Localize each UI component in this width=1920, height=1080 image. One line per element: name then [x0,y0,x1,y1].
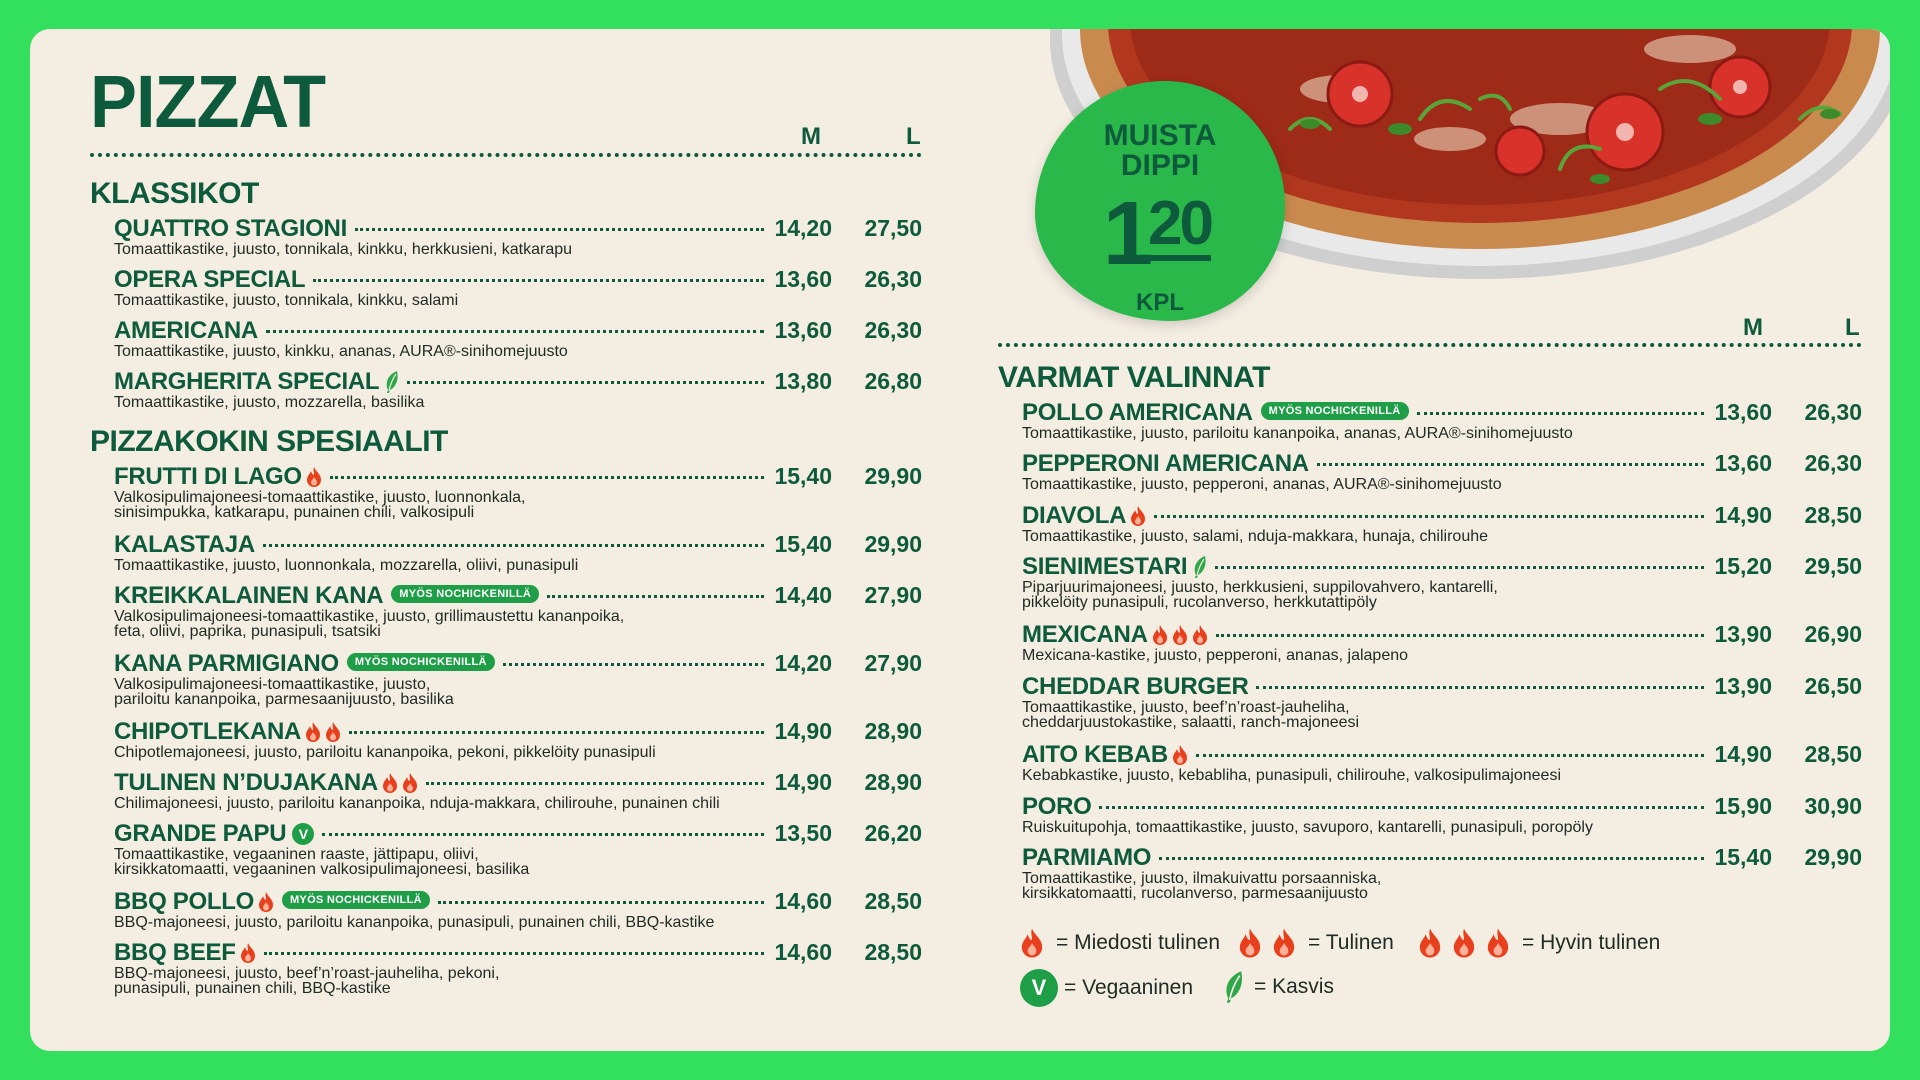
price-medium: 13,60 [774,266,832,292]
item-name: CHIPOTLEKANA [114,718,341,746]
price-large: 28,90 [864,769,922,795]
section-heading: KLASSIKOT [90,177,259,210]
item-name: KANA PARMIGIANO MYÖS NOCHICKENILLÄ [114,650,495,678]
flame-icon [325,721,341,743]
item-name: AITO KEBAB [1022,741,1188,769]
item-description: kirsikkatomaatti, rucolanverso, parmesaanijuusto [1022,884,1368,902]
menu-item [1022,621,1862,664]
leader-dots [1317,463,1704,466]
menu-item [114,582,922,640]
item-name: KALASTAJA [114,531,255,558]
price-medium: 15,40 [774,463,832,489]
price-medium: 15,90 [1714,792,1772,819]
menu-item [1022,793,1862,836]
leader-dots [1154,515,1704,518]
item-name: PARMIAMO [1022,843,1152,871]
price-large: 29,50 [1804,552,1862,579]
leader-dots [503,663,764,666]
price-large: 28,90 [864,718,922,744]
item-name: CHEDDAR BURGER [1022,672,1249,700]
leader-dots [330,476,764,479]
section-heading: VARMAT VALINNAT [998,361,1270,394]
divider [998,343,1862,347]
item-name: MEXICANA [1022,621,1208,649]
menu-item [114,888,922,931]
flame-icon [1272,927,1296,959]
dip-text: MUISTA DIPPI [1103,119,1217,182]
price-medium: 13,60 [1714,399,1772,425]
price-large: 26,30 [864,266,922,292]
item-description: BBQ-majoneesi, juusto, beef’n’roast-jauheliha, pekoni, [114,965,500,982]
price-medium: 13,60 [774,317,832,343]
price-medium: 14,60 [774,939,832,965]
menu-item [114,368,922,411]
flame-icon [1238,927,1262,959]
price-medium: 14,90 [1714,501,1772,528]
item-description: Valkosipulimajoneesi-tomaattikastike, juusto, luonnonkala, [114,489,526,506]
leader-dots [1256,686,1704,689]
item-name: MARGHERITA SPECIAL [114,368,399,396]
menu-item [1022,844,1862,902]
price-large: 29,90 [864,463,922,489]
item-description: Mexicana-kastike, juusto, pepperoni, ananas, jalapeno [1022,647,1409,665]
item-name: KREIKKALAINEN KANA MYÖS NOCHICKENILLÄ [114,582,539,610]
price-large: 27,50 [864,215,922,241]
leader-dots [1417,412,1704,415]
item-name: BBQ BEEF [114,939,256,967]
item-description: pariloitu kananpoika, parmesaanijuusto, basilika [114,691,454,708]
menu-item [114,266,922,309]
price-large: 26,50 [1804,672,1862,699]
price-medium: 14,90 [1714,741,1772,768]
nochicken-badge: MYÖS NOCHICKENILLÄ [282,891,430,909]
flame-icon [1172,744,1188,766]
dip-unit: KPL [1136,289,1184,316]
item-description: BBQ-majoneesi, juusto, pariloitu kananpoika, punasipuli, punainen chili, BBQ-kastike [114,914,715,931]
item-description: Tomaattikastike, juusto, tonnikala, kinkku, herkkusieni, katkarapu [114,241,573,258]
flame-icon [1418,927,1442,959]
price-medium: 14,20 [774,215,832,241]
item-description: Chilimajoneesi, juusto, pariloitu kananpoika, nduja-makkara, chilirouhe, punainen chili [114,795,720,812]
leader-dots [264,952,764,955]
leaf-icon [385,370,399,394]
item-name: PORO [1022,792,1092,820]
size-l-header: L [906,123,921,150]
size-m-header: M [801,123,821,150]
price-medium: 14,20 [774,650,832,676]
menu-item [114,650,922,708]
leader-dots [322,833,764,836]
price-large: 26,30 [1804,399,1862,425]
item-description: Tomaattikastike, juusto, salami, nduja-makkara, hunaja, chilirouhe [1022,527,1489,545]
size-l-header: L [1845,314,1860,341]
menu-item [114,215,922,258]
item-description: sinisimpukka, katkarapu, punainen chili, valkosipuli [114,504,475,521]
menu-item [1022,553,1862,611]
item-description: Chipotlemajoneesi, juusto, pariloitu kananpoika, pekoni, pikkelöity punasipuli [114,744,656,761]
price-large: 26,30 [1804,450,1862,477]
leaf-icon [1193,555,1207,579]
item-name: OPERA SPECIAL [114,266,306,293]
price-medium: 14,40 [774,582,832,608]
price-large: 30,90 [1804,792,1862,819]
price-large: 28,50 [1804,501,1862,528]
leader-dots [438,901,764,904]
legend-veg: = Kasvis [1218,969,1334,1005]
item-description: Tomaattikastike, juusto, kinkku, ananas, AURA®-sinihomejuusto [114,343,568,360]
menu-item [1022,450,1862,493]
price-large: 26,20 [864,820,922,846]
price-medium: 15,40 [774,531,832,557]
leader-dots [407,381,764,384]
item-description: Tomaattikastike, juusto, tonnikala, kinkku, salami [114,292,459,309]
price-large: 29,90 [864,531,922,557]
item-name: DIAVOLA [1022,502,1146,530]
vegan-icon: V [1020,969,1058,1007]
leader-dots [313,279,764,282]
leader-dots [426,782,764,785]
menu-item [114,718,922,761]
leader-dots [266,330,764,333]
menu-item [114,769,922,812]
price-large: 27,90 [864,582,922,608]
legend-hot: = Tulinen [1238,927,1394,959]
price-large: 28,50 [864,888,922,914]
leader-dots [547,595,764,598]
size-m-header: M [1743,314,1763,341]
item-description: Valkosipulimajoneesi-tomaattikastike, juusto, [114,676,431,693]
price-medium: 13,60 [1714,450,1772,477]
item-name: AMERICANA [114,317,258,344]
item-description: punasipuli, punainen chili, BBQ-kastike [114,980,391,997]
item-description: kirsikkatomaatti, vegaaninen valkosipulimajoneesi, basilika [114,861,530,878]
menu-item [1022,741,1862,784]
item-description: Tomaattikastike, juusto, luonnonkala, mozzarella, oliivi, punasipuli [114,557,579,574]
menu-item [114,531,922,574]
item-description: feta, oliivi, paprika, punasipuli, tsatsiki [114,623,381,640]
legend-very-hot: = Hyvin tulinen [1418,927,1660,959]
nochicken-badge: MYÖS NOCHICKENILLÄ [347,653,495,671]
flame-icon [1192,624,1208,646]
price-medium: 13,90 [1714,672,1772,699]
item-description: Tomaattikastike, juusto, mozzarella, basilika [114,394,425,411]
price-medium: 14,60 [774,888,832,914]
nochicken-badge: MYÖS NOCHICKENILLÄ [1261,402,1409,420]
flame-icon [1130,505,1146,527]
item-description: Kebabkastike, juusto, kebabliha, punasipuli, chilirouhe, valkosipulimajoneesi [1022,767,1561,785]
dip-price-cents: 20 [1148,193,1211,261]
page-title: PIZZAT [90,60,326,143]
flame-icon [382,772,398,794]
item-description: Valkosipulimajoneesi-tomaattikastike, juusto, grillimaustettu kananpoika, [114,608,625,625]
price-medium: 15,40 [1714,843,1772,870]
section-heading: PIZZAKOKIN SPESIAALIT [90,425,448,458]
legend-vegan: V = Vegaaninen [1020,969,1193,1007]
flame-icon [1152,624,1168,646]
item-description: Tomaattikastike, juusto, pepperoni, ananas, AURA®-sinihomejuusto [1022,476,1502,494]
menu-item [1022,502,1862,545]
flame-icon [258,891,274,913]
leader-dots [1216,634,1704,637]
leader-dots [349,731,764,734]
item-description: Tomaattikastike, juusto, beef’n’roast-jauheliha, [1022,698,1350,716]
item-name: GRANDE PAPU V [114,820,314,848]
item-name: FRUTTI DI LAGO [114,463,322,491]
price-large: 28,50 [864,939,922,965]
leader-dots [1099,806,1704,809]
item-description: Tomaattikastike, juusto, pariloitu kananpoika, ananas, AURA®-sinihomejuusto [1022,425,1573,442]
price-medium: 13,90 [1714,621,1772,648]
flame-icon [1172,624,1188,646]
menu-item [114,463,922,521]
leader-dots [1215,566,1704,569]
leader-dots [1159,857,1704,860]
price-large: 28,50 [1804,741,1862,768]
flame-icon [306,466,322,488]
price-large: 26,30 [864,317,922,343]
item-name: BBQ POLLO MYÖS NOCHICKENILLÄ [114,888,430,916]
item-description: pikkelöity punasipuli, rucolanverso, herkkutattipöly [1022,593,1377,611]
price-medium: 13,50 [774,820,832,846]
flame-icon [402,772,418,794]
item-description: cheddarjuustokastike, salaatti, ranch-majoneesi [1022,713,1360,731]
menu-item [1022,673,1862,731]
item-description: Tomaattikastike, juusto, ilmakuivattu porsaanniska, [1022,869,1382,887]
leader-dots [1196,754,1704,757]
price-medium: 15,20 [1714,552,1772,579]
nochicken-badge: MYÖS NOCHICKENILLÄ [391,585,539,603]
menu-item [114,939,922,997]
flame-icon [1020,927,1044,959]
leaf-icon [1224,969,1244,1005]
price-medium: 14,90 [774,718,832,744]
item-description: Ruiskuitupohja, tomaattikastike, juusto, savuporo, kantarelli, punasipuli, poropöly [1022,818,1593,836]
item-description: Piparjuurimajoneesi, juusto, herkkusieni, suppilovahvero, kantarelli, [1022,578,1498,596]
flame-icon [1486,927,1510,959]
item-name: PEPPERONI AMERICANA [1022,450,1309,478]
item-name: POLLO AMERICANA MYÖS NOCHICKENILLÄ [1022,399,1409,427]
flame-icon [305,721,321,743]
menu-item [114,820,922,878]
price-medium: 14,90 [774,769,832,795]
item-name: SIENIMESTARI [1022,553,1207,581]
divider [90,153,922,157]
item-name: TULINEN N’DUJAKANA [114,769,418,797]
price-large: 26,80 [864,368,922,394]
price-large: 29,90 [1804,843,1862,870]
flame-icon [1452,927,1476,959]
item-description: Tomaattikastike, vegaaninen raaste, jättipapu, oliivi, [114,846,479,863]
price-large: 27,90 [864,650,922,676]
menu-board [30,29,1890,1051]
dip-price-euros: 1 [1103,184,1150,284]
menu-item [1022,399,1862,442]
vegan-icon: V [292,823,314,845]
leader-dots [355,228,764,231]
legend-mild: = Miedosti tulinen [1020,927,1220,959]
item-name: QUATTRO STAGIONI [114,215,347,242]
flame-icon [240,942,256,964]
price-medium: 13,80 [774,368,832,394]
leader-dots [263,544,764,547]
menu-item [114,317,922,360]
price-large: 26,90 [1804,621,1862,648]
